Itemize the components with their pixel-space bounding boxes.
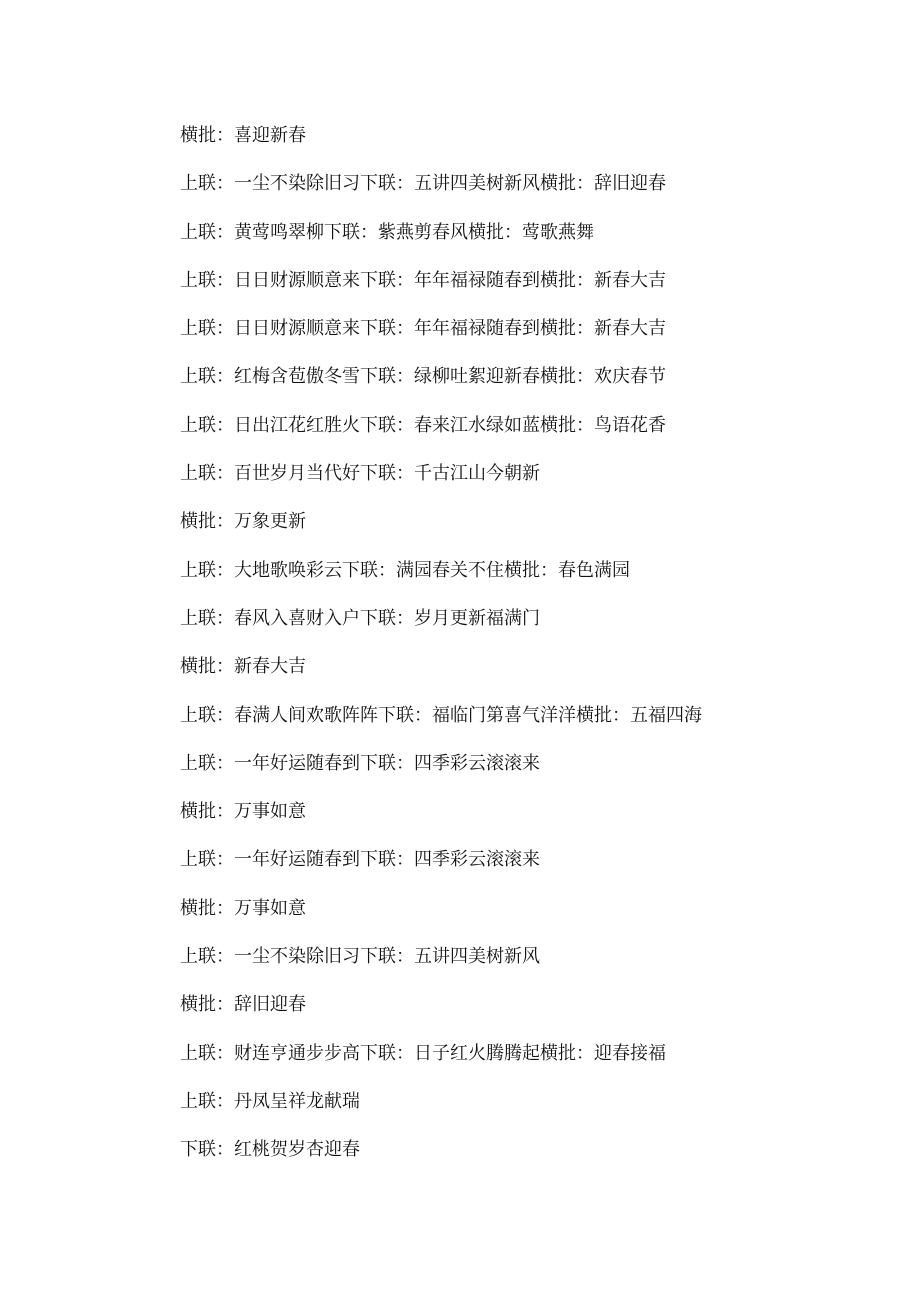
couplet-line-1: 横批：喜迎新春 [180,125,306,146]
couplet-line-17: 横批：万事如意 [180,897,306,919]
couplet-list [180,118,880,1181]
couplet-line-22: 下联：红桃贺岁杏迎春 [180,1139,360,1161]
couplet-line-4: 上联：日日财源顺意来下联：年年福禄随春到横批：新春大吉 [180,269,666,291]
couplet-line-11: 上联：春风入喜财入户下联：岁月更新福满门 [180,607,540,629]
couplet-line-16: 上联：一年好运随春到下联：四季彩云滚滚来 [180,849,540,871]
couplet-line-6: 上联：红梅含苞傲冬雪下联：绿柳吐絮迎新春横批：欢庆春节 [180,366,666,388]
couplet-line-10: 上联：大地歌唤彩云下联：满园春关不住横批：春色满园 [180,559,630,581]
couplet-line-19: 横批：辞旧迎春 [180,994,306,1016]
couplet-line-2: 上联：一尘不染除旧习下联：五讲四美树新风横批：辞旧迎春 [180,173,666,195]
couplet-line-21: 上联：丹凤呈祥龙献瑞 [180,1090,360,1112]
couplet-line-18: 上联：一尘不染除旧习下联：五讲四美树新风 [180,946,540,968]
couplet-line-20: 上联：财连亨通步步高下联：日子红火腾腾起横批：迎春接福 [180,1042,666,1064]
couplet-line-13: 上联：春满人间欢歌阵阵下联：福临门第喜气洋洋横批：五福四海 [180,704,702,726]
couplet-line-7: 上联：日出江花红胜火下联：春来江水绿如蓝横批：鸟语花香 [180,414,666,436]
couplet-line-14: 上联：一年好运随春到下联：四季彩云滚滚来 [180,752,540,774]
couplet-line-15: 横批：万事如意 [180,801,306,823]
couplet-line-5: 上联：日日财源顺意来下联：年年福禄随春到横批：新春大吉 [180,318,666,340]
couplet-line-12: 横批：新春大吉 [180,656,306,678]
couplet-line-8: 上联：百世岁月当代好下联：千古江山今朝新 [180,463,540,485]
couplet-line-3: 上联：黄莺鸣翠柳下联：紫燕剪春风横批：莺歌燕舞 [180,221,594,243]
couplet-line-9: 横批：万象更新 [180,511,306,533]
